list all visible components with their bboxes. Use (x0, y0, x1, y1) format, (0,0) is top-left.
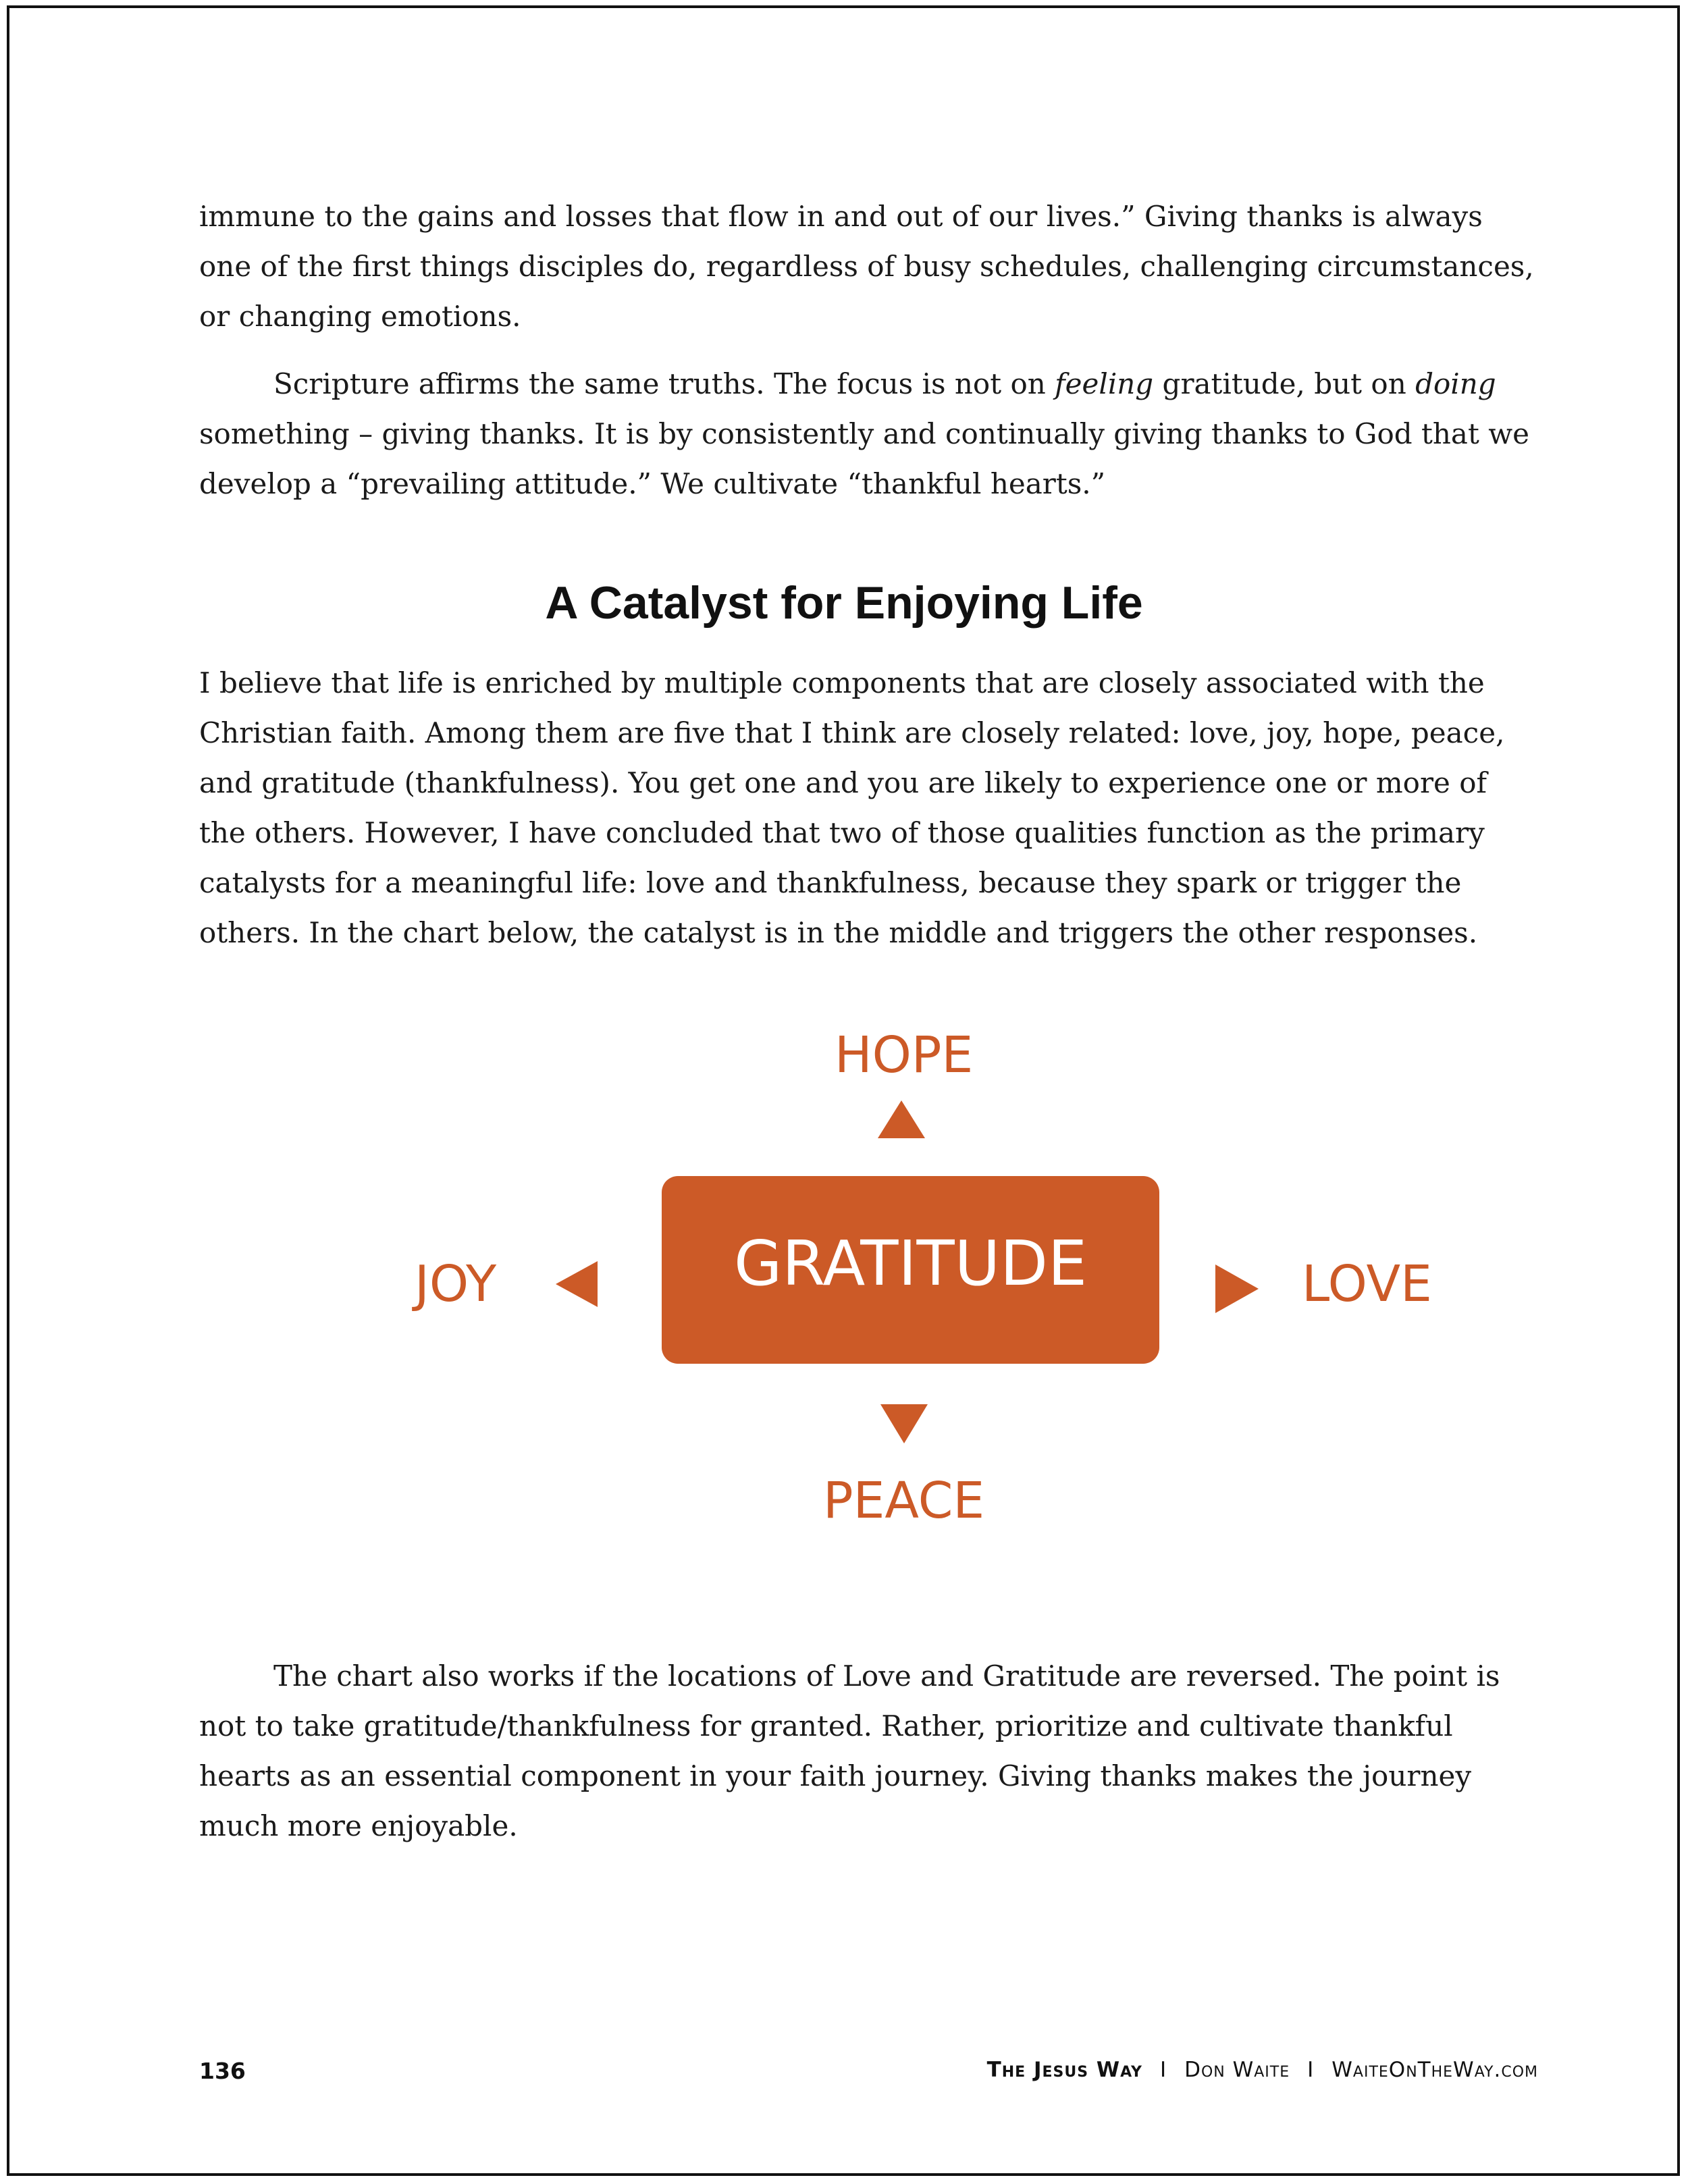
arrow-left-icon (556, 1261, 598, 1307)
footer-author: Don Waite (1184, 2058, 1290, 2082)
center-box-gratitude: GRATITUDE (662, 1176, 1159, 1364)
paragraph-2-text-b: gratitude, but on (1153, 367, 1416, 400)
paragraph-1: immune to the gains and losses that flow in and out of our lives.” Giving thanks is always one of the first things disciples do, regardless of busy schedules, challenging circumstances, or changing emotions. (199, 200, 1534, 333)
footer-separator: I (1159, 2058, 1167, 2082)
running-footer (987, 2058, 1538, 2082)
label-peace: PEACE (823, 1472, 985, 1530)
paragraph-2-text-a: Scripture affirms the same truths. The focus is not on (273, 367, 1055, 400)
emphasis-doing: doing (1415, 367, 1496, 400)
label-hope: HOPE (835, 1026, 974, 1084)
arrow-up-icon (878, 1100, 925, 1138)
page-number: 136 (199, 2058, 246, 2084)
footer-separator: I (1307, 2058, 1315, 2082)
paragraph-3: I believe that life is enriched by multiple components that are closely associated with the Christian faith. Among them are five that I think are closely related: love, joy, hope, peace, and gratitude (thankfulness). You get one and you are likely to experience one or more of the others. However, I have concluded that two of those qualities function as the primary catalysts for a meaningful life: love and thankfulness, because they spark or trigger the others. In the chart below, the catalyst is in the middle and triggers the other responses. (199, 666, 1505, 949)
label-love: LOVE (1302, 1255, 1432, 1313)
arrow-right-icon (1215, 1264, 1259, 1313)
arrow-down-icon (880, 1404, 928, 1443)
footer-book-title: The Jesus Way (986, 2058, 1142, 2082)
emphasis-feeling: feeling (1055, 367, 1154, 400)
footer-website: WaiteOnTheWay.com (1331, 2058, 1538, 2082)
section-heading: A Catalyst for Enjoying Life (545, 577, 1143, 629)
paragraph-4: The chart also works if the locations of Love and Gratitude are reversed. The point is not to take gratitude/thankfulness for granted. Rather, prioritize and cultivate thankful hearts as an essential component in your faith journey. Giving thanks makes the journey much more enjoyable. (199, 1659, 1500, 1842)
paragraph-2 (199, 359, 1539, 509)
paragraph-2-text-c: something – giving thanks. It is by consistently and continually giving thanks to God that we develop a “prevailing attitude.” We cultivate “thankful hearts.” (199, 417, 1530, 500)
label-joy: JOY (415, 1255, 497, 1313)
